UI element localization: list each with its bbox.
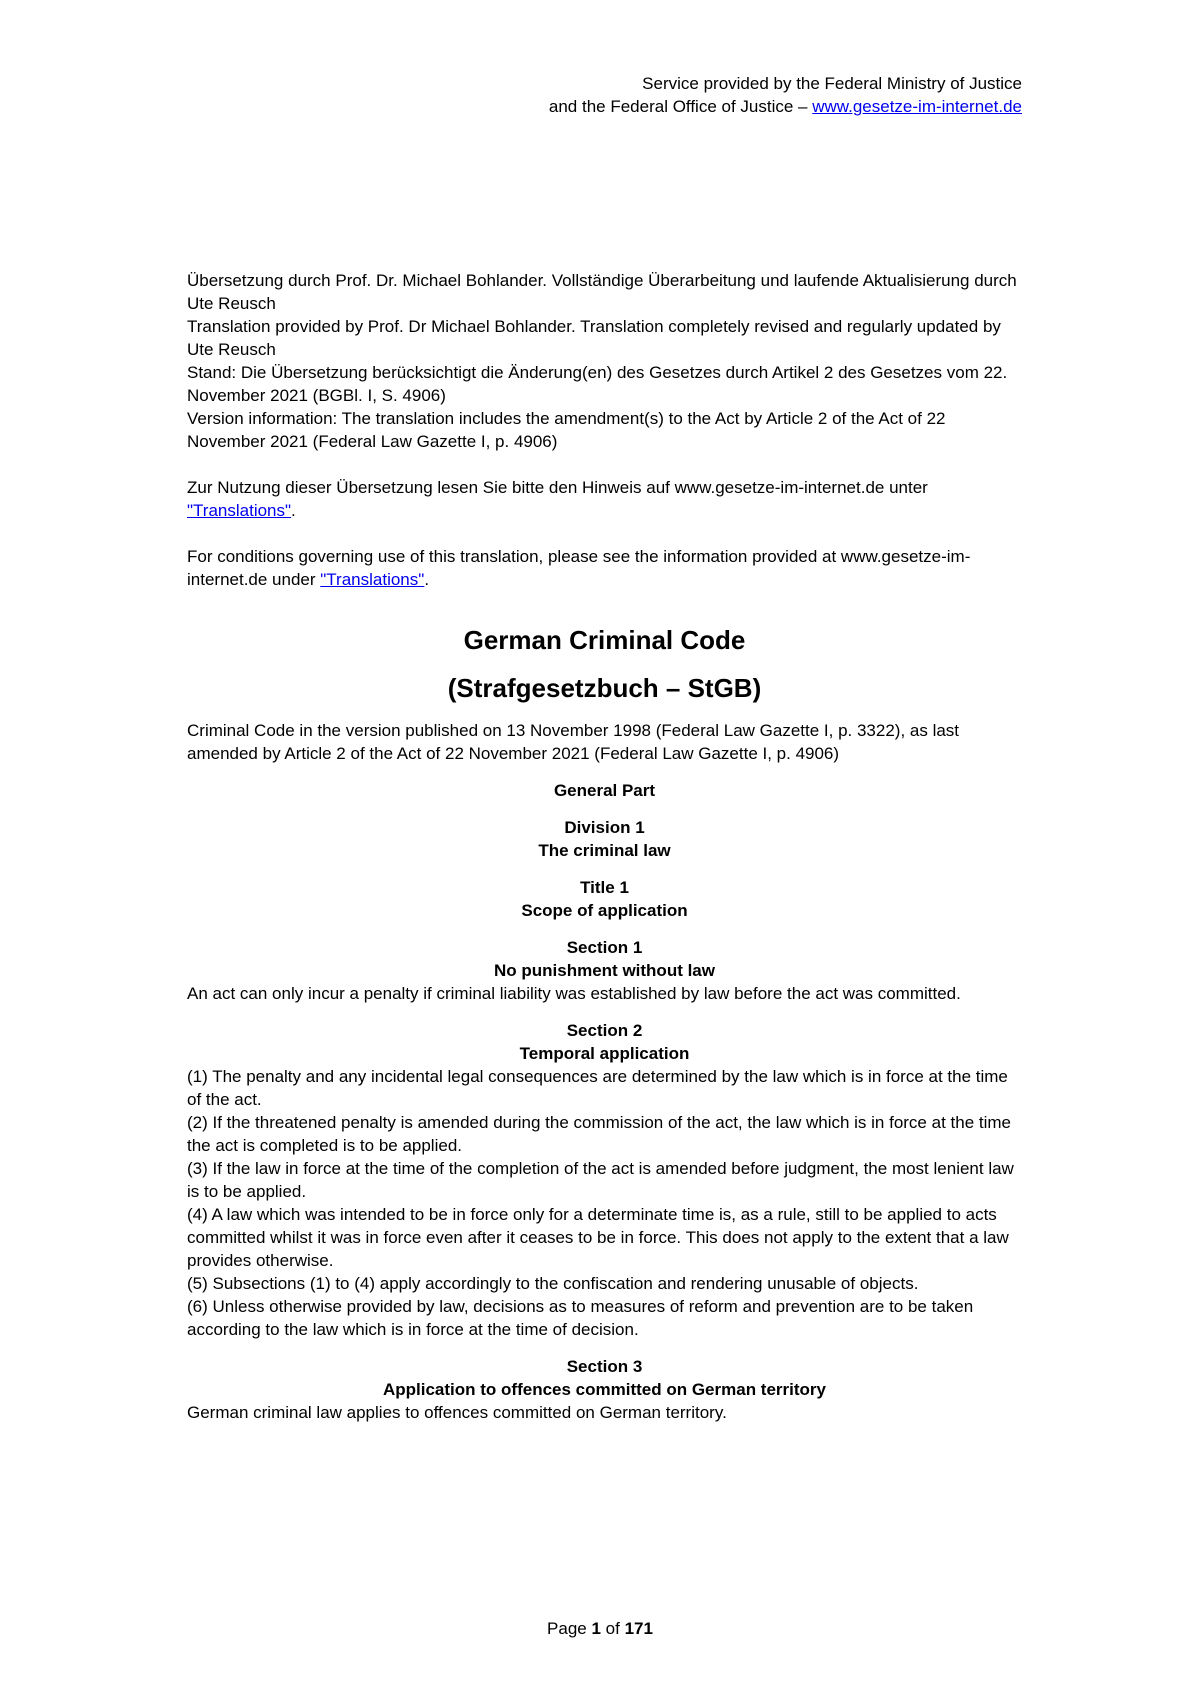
section-paragraph: (1) The penalty and any incidental legal consequences are determined by the law which is in force at the time of the act. — [187, 1067, 1008, 1109]
de-translation-line: Übersetzung durch Prof. Dr. Michael Bohlander. Vollständige Überarbeitung und laufende Aktualisierung durch Ute Reusch — [187, 271, 1017, 313]
current-page-number: 1 — [591, 1619, 601, 1638]
document-title: German Criminal Code — [463, 625, 746, 655]
de-usage-end: . — [291, 501, 296, 520]
section-number: Section 3 — [566, 1357, 643, 1376]
version-note: Criminal Code in the version published on 13 November 1998 (Federal Law Gazette I, p. 3322), as last amended by Article 2 of the Act of 22 November 2021 (Federal Law Gazette I, p. 4906) — [187, 721, 960, 763]
header-line-2-text: and the Federal Office of Justice – — [548, 97, 813, 116]
section-number: Section 2 — [566, 1021, 643, 1040]
en-usage-text: For conditions governing use of this translation, please see the information provided at www.gesetze-im-internet.de under — [187, 547, 971, 589]
division-title: The criminal law — [538, 841, 671, 860]
en-version-line: Version information: The translation includes the amendment(s) to the Act by Article 2 of the Act of 22 November 2021 (Federal Law Gazette I, p. 4906) — [187, 409, 946, 451]
en-translation-line: Translation provided by Prof. Dr Michael Bohlander. Translation completely revised and regularly updated by Ute Reusch — [187, 317, 1001, 359]
section-2 — [187, 1019, 1022, 1341]
part-heading: General Part — [553, 781, 656, 800]
section-paragraph: (4) A law which was intended to be in force only for a determinate time is, as a rule, still to be applied to acts committed whilst it was in force even after it ceases to be in force. This does not apply to the extent that a law provides otherwise. — [187, 1205, 1009, 1270]
division-number: Division 1 — [564, 818, 645, 837]
page-header — [549, 72, 1022, 118]
en-usage-end: . — [424, 570, 430, 589]
en-usage-note — [187, 545, 1022, 591]
section-paragraph: An act can only incur a penalty if criminal liability was established by law before the act was committed. — [187, 984, 961, 1003]
title-name: Scope of application — [521, 901, 688, 920]
section-paragraph: (2) If the threatened penalty is amended during the commission of the act, the law which is in force at the time the act is completed is to be applied. — [187, 1113, 1011, 1155]
page-footer — [0, 1617, 1200, 1640]
section-paragraph: (3) If the law in force at the time of the completion of the act is amended before judgment, the most lenient law is to be applied. — [187, 1159, 1014, 1201]
de-translations-link[interactable]: "Translations" — [187, 501, 292, 520]
section-name: Temporal application — [519, 1044, 690, 1063]
page-word: Page — [547, 1619, 587, 1638]
spacer — [187, 522, 1022, 545]
header-line-1: Service provided by the Federal Ministry of Justice — [642, 74, 1022, 93]
section-name: No punishment without law — [494, 961, 715, 980]
website-link[interactable]: www.gesetze-im-internet.de — [812, 97, 1022, 116]
page-content — [187, 269, 1022, 1424]
en-translations-link[interactable]: "Translations" — [320, 570, 425, 589]
section-number: Section 1 — [566, 938, 643, 957]
section-name: Application to offences committed on German territory — [382, 1380, 826, 1399]
header-line-2 — [549, 95, 1022, 118]
section-paragraph: German criminal law applies to offences committed on German territory. — [187, 1403, 727, 1422]
section-3 — [187, 1355, 1022, 1424]
of-word: of — [605, 1619, 620, 1638]
document-subtitle: (Strafgesetzbuch – StGB) — [447, 673, 762, 703]
spacer — [187, 453, 1022, 476]
de-usage-note — [187, 476, 1022, 522]
title-number: Title 1 — [580, 878, 629, 897]
de-usage-text: Zur Nutzung dieser Übersetzung lesen Sie bitte den Hinweis auf www.gesetze-im-internet.de unter — [187, 478, 928, 497]
section-paragraph: (5) Subsections (1) to (4) apply accordingly to the confiscation and rendering unusable of objects. — [187, 1274, 919, 1293]
de-status-line: Stand: Die Übersetzung berücksichtigt die Änderung(en) des Gesetzes durch Artikel 2 des Gesetzes vom 22. November 2021 (BGBl. I, S. 4906) — [187, 363, 1008, 405]
total-pages-number: 171 — [624, 1619, 653, 1638]
section-1 — [187, 936, 1022, 1005]
section-paragraph: (6) Unless otherwise provided by law, decisions as to measures of reform and prevention are to be taken according to the law which is in force at the time of decision. — [187, 1297, 974, 1339]
